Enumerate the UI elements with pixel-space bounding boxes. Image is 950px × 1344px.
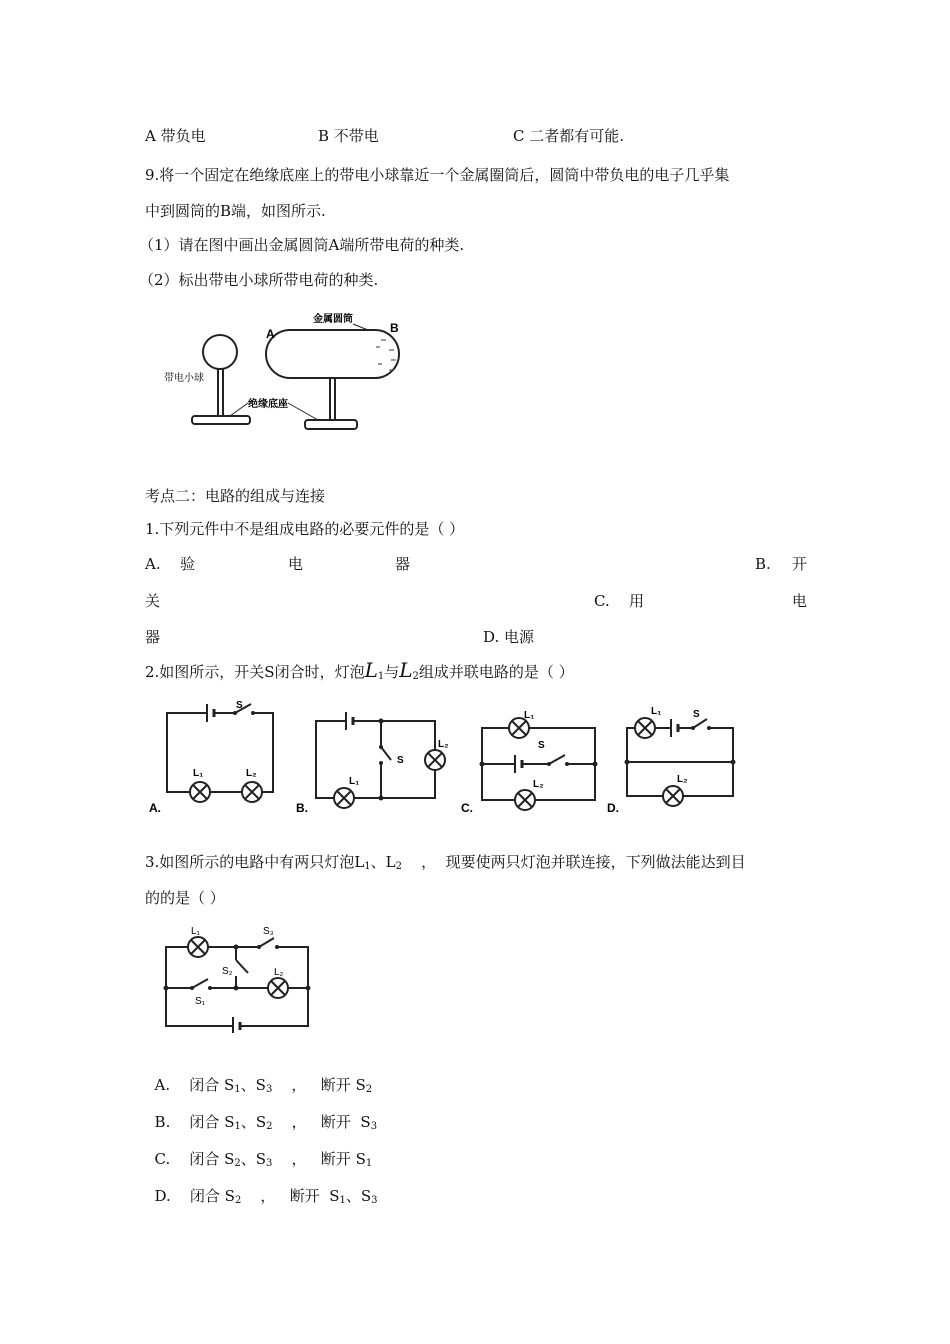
q2a-label: A. [149, 801, 161, 815]
charged-ball [203, 335, 237, 369]
section-2-title: 考点二：电路的组成与连接 [145, 487, 326, 505]
q2b-l2: L₂ [438, 739, 449, 750]
q2-stem [145, 660, 574, 687]
q1-optD: D. 电源 [483, 628, 535, 646]
label-charged-ball: 带电小球 [164, 373, 204, 384]
q2c-l2: L₂ [533, 779, 544, 790]
q3-stem-pre: 3.如图所示的电路中有两只灯泡L [145, 853, 365, 871]
q3-opt-c-letter: C. [154, 1150, 171, 1168]
q2-stem-post: 组成并联电路的是（ ） [418, 663, 574, 681]
q1-optC-letter: C. [594, 592, 610, 610]
q3-opt-a-sub-b: 3 [265, 1084, 273, 1095]
q3-opt-a-pre: 闭合 S [189, 1076, 235, 1094]
q3-opt-d-mid: ， 断开 S [241, 1187, 340, 1205]
q2b-label: B. [296, 801, 308, 815]
q2-l2: L [399, 658, 413, 682]
b-end-electrons [376, 340, 396, 370]
q8-option-b: B 不带电 [318, 127, 379, 145]
q3-opt-d-sub-c: 1 [339, 1195, 346, 1206]
q1-optC-c1: 用 [629, 592, 645, 610]
q3-sep: 、L [370, 853, 396, 871]
q3-fig-s3: S₃ [263, 926, 274, 937]
q3-opt-d-pre: 闭合 S [189, 1187, 235, 1205]
q3-circuit [150, 918, 320, 1033]
q2d-s: S [693, 709, 700, 720]
q2-stem-pre: 2.如图所示，开关S闭合时，灯泡 [145, 663, 365, 681]
q3-opt-b-sub-b: 2 [266, 1121, 273, 1132]
q2-circuit-b [294, 700, 459, 815]
q3-opt-b-letter: B. [154, 1113, 171, 1131]
q9-figure [160, 300, 420, 445]
q2b-s: S [397, 755, 404, 766]
q3-opt-b-mid: ， 断开 S [272, 1113, 371, 1131]
label-insulating-base: 绝缘底座 [248, 399, 288, 410]
q2-stem-mid: 与 [384, 663, 400, 681]
q1-optB-c1: 开 [792, 555, 808, 573]
q8-option-a: A 带负电 [145, 127, 206, 145]
q3-stem-line2: 的的是（ ） [145, 889, 225, 907]
q2d-label: D. [607, 801, 619, 815]
q3-stem-line1 [145, 852, 746, 877]
label-metal-cylinder: 金属圆筒 [313, 314, 353, 325]
q2a-l1: L₁ [193, 768, 204, 779]
q1-optA-c1: 验 [180, 555, 196, 573]
q3-fig-s2: S₂ [222, 966, 233, 977]
q3-opt-a-mid: ， 断开 S [272, 1076, 366, 1094]
cylinder-base [305, 420, 357, 429]
q1-optA-letter: A. [145, 555, 161, 573]
q3-opt-b-sub-c: 3 [370, 1121, 378, 1132]
q2a-l2: L₂ [246, 768, 257, 779]
q3-opt-d-letter: D. [154, 1187, 171, 1205]
q3-opt-a-sep: 、S [240, 1076, 266, 1094]
q2-l1: L [364, 658, 378, 682]
q2d-l1: L₁ [651, 706, 662, 717]
q3-stem-post: ， 现要使两只灯泡并联连接，下列做法能达到目 [402, 853, 746, 871]
q9-stem-line1: 9.将一个固定在绝缘底座上的带电小球靠近一个金属圈筒后，圆筒中带负电的电子几乎集 [145, 166, 730, 184]
q2a-s: S [236, 700, 243, 711]
q1-optA-c3: 器 [395, 555, 411, 573]
q3-opt-c-sub-a: 2 [234, 1158, 241, 1169]
q3-opt-b-pre: 闭合 S [189, 1113, 235, 1131]
q3-opt-a-letter: A. [154, 1076, 171, 1094]
q3-opt-c-sep: 、S [240, 1150, 267, 1168]
q3-sub2: 2 [395, 861, 402, 872]
q3-opt-a-sub-a: 1 [234, 1084, 241, 1095]
q9-stem-line2: 中到圆筒的B端，如图所示. [145, 202, 326, 220]
q3-opt-c-pre: 闭合 S [189, 1150, 235, 1168]
q2-circuit-d [605, 700, 745, 815]
q2b-l1: L₁ [349, 776, 360, 787]
q9-sub2: （2）标出带电小球所带电荷的种类. [139, 271, 379, 289]
q3-opt-c-sub-c: 1 [365, 1158, 373, 1169]
q3-fig-s1: S₁ [195, 996, 206, 1007]
q2-circuit-c [459, 700, 609, 815]
q1-optB-tail: 关 [145, 592, 161, 610]
q3-opt-c-mid: ， 断开 S [272, 1150, 366, 1168]
label-b-end: B [390, 321, 399, 335]
q1-stem: 1.下列元件中不是组成电路的必要元件的是（ ） [145, 520, 465, 538]
q1-optA-c2: 电 [288, 555, 304, 573]
q3-opt-d-sep2: 、S [345, 1187, 372, 1205]
q3-opt-d-sub-d: 3 [371, 1195, 378, 1206]
q1-optC-tail: 器 [145, 628, 161, 646]
q3-opt-b-sep: 、S [240, 1113, 267, 1131]
q8-option-c: C 二者都有可能. [513, 127, 625, 145]
q3-opt-b-sub-a: 1 [234, 1121, 241, 1132]
q2c-label: C. [461, 801, 473, 815]
q2c-l1: L₁ [524, 710, 535, 721]
q3-opt-d-sub-a: 2 [234, 1195, 242, 1206]
ball-base [192, 416, 250, 424]
q2d-l2: L₂ [677, 774, 688, 785]
q3-option-d [145, 1166, 378, 1211]
metal-cylinder [266, 330, 399, 378]
q3-fig-l1: L₁ [191, 926, 200, 937]
q9-sub1: （1）请在图中画出金属圆筒A端所带电荷的种类. [139, 236, 465, 254]
q2-l2-sub: 2 [412, 671, 419, 682]
q3-opt-a-sub-c: 2 [365, 1084, 373, 1095]
q2c-s: S [538, 740, 545, 751]
q2-l1-sub: 1 [377, 671, 385, 682]
q1-optB-letter: B. [755, 555, 771, 573]
q1-optC-c2: 电 [792, 592, 808, 610]
q2-circuit-a [145, 700, 295, 815]
q3-fig-l2: L₂ [274, 967, 284, 978]
q3-opt-c-sub-b: 3 [266, 1158, 273, 1169]
label-a-end: A [266, 327, 275, 341]
q3-sub1: 1 [364, 861, 371, 872]
